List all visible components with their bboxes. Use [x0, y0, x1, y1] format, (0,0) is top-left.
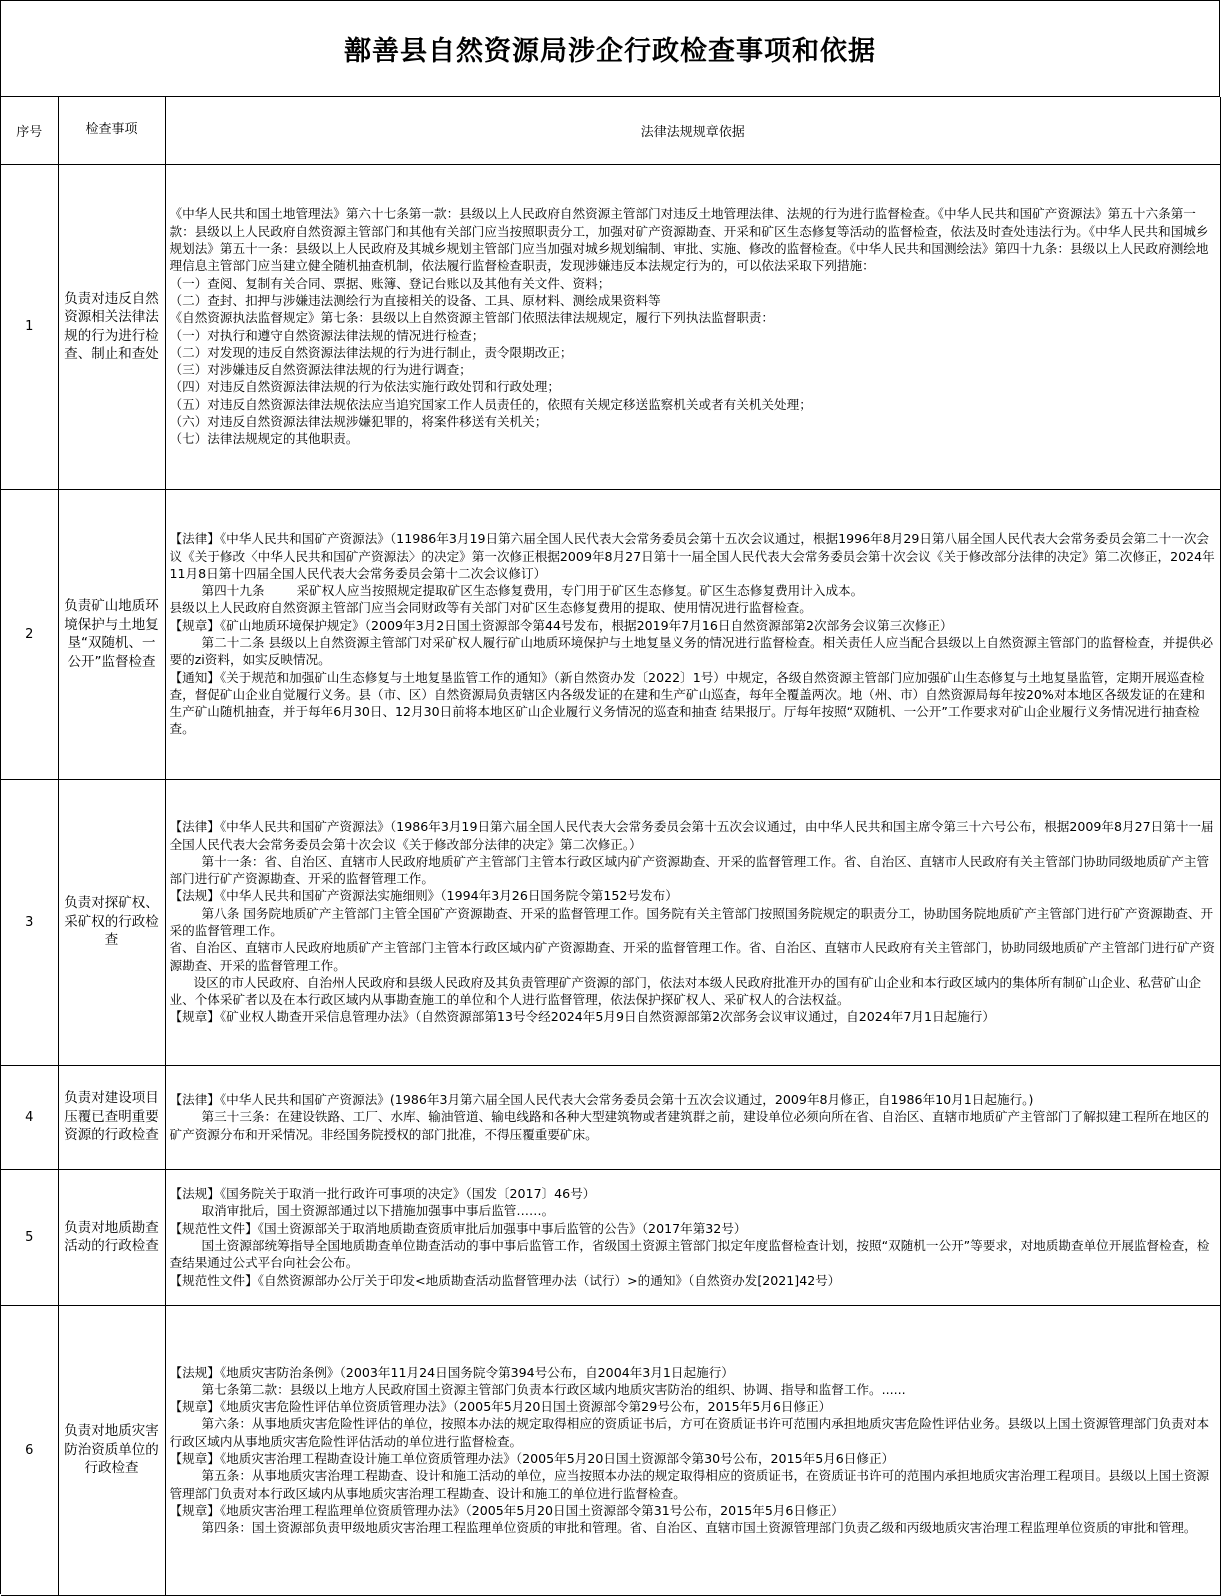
row-item: 负责对探矿权、采矿权的行政检查: [58, 779, 165, 1065]
row-basis-text: 《中华人民共和国土地管理法》第六十七条第一款：县级以上人民政府自然资源主管部门对违反土地管理法律、法规的行为进行监督检查。《中华人民共和国矿产资源法》第五十六条第一款：县级以上人民政府自然资源主管部门和其他有关部门应当按照职责分工，加强对矿产资源勘查、开采和矿区生态修复等活动的监督检查，依法及时查处违法行为。《中华人民共和国城乡规划法》第五十一条：县级以上人民政府及其城乡规划主管部门应当加强对城乡规划编制、审批、实施、修改的监督检查。《中华人民共和国测绘法》第四十九条：县级以上人民政府测绘地理信息主管部门应当建立健全随机抽查机制，依法履行监督检查职责，发现涉嫌违反本法规定行为的，可以依法采取下列措施： （一）查阅、复制有关合同、票据、账簿、登记台账以及其他有关文件、资料； （二）查封、扣押与涉嫌违法测绘行为直接相关的设备、工具、原材料、测绘成果资料等 《自然资源执法监督规定》第七条：县级以上自然资源主管部门依照法律法规规定，履行下列执法监督职责： （一）对执行和遵守自然资源法律法规的情况进行检查； （二）对发现的违反自然资源法律法规的行为进行制止，责令限期改正； （三）对涉嫌违反自然资源法律法规的行为进行调查； （四）对违反自然资源法律法规的行为依法实施行政处罚和行政处理； （五）对违反自然资源法律法规依法应当追究国家工作人员责任的，依照有关规定移送监察机关或者有关机关处理； （六）对违反自然资源法律法规涉嫌犯罪的，将案件移送有关机关； （七）法律法规规定的其他职责。: [169, 206, 1209, 447]
row-no: 3: [1, 779, 58, 1065]
row-item: 负责对违反自然资源相关法律法规的行为进行检查、制止和查处: [58, 164, 165, 489]
row-item: 负责矿山地质环境保护与土地复垦“双随机、一公开”监督检查: [58, 489, 165, 779]
row-item: 负责对建设项目压覆已查明重要资源的行政检查: [58, 1065, 165, 1169]
header-no: 序号: [1, 97, 58, 164]
table-row: [1, 1169, 1221, 1305]
row-basis: [165, 1065, 1221, 1169]
row-no: 6: [1, 1305, 58, 1595]
row-basis: [165, 1305, 1221, 1595]
row-basis-text: 【法律】《中华人民共和国矿产资源法》（1986年3月19日第六届全国人民代表大会常务委员会第十五次会议通过，由中华人民共和国主席令第三十六号公布，根据2009年8月27日第十一届全国人民代表大会常务委员会第十次会议《关于修改部分法律的决定》第二次修正。） 第十一条：省、自治区、直辖市人民政府地质矿产主管部门主管本行政区域内矿产资源勘查、开采的监督管理工作。省、自治区、直辖市人民政府有关主管部门协助同级地质矿产主管部门进行矿产资源勘查、开采的监督管理工作。 【法规】《中华人民共和国矿产资源法实施细则》（1994年3月26日国务院令第152号发布） 第八条 国务院地质矿产主管部门主管全国矿产资源勘查、开采的监督管理工作。国务院有关主管部门按照国务院规定的职责分工，协助国务院地质矿产主管部门进行矿产资源勘查、开采的监督管理工作。 省、自治区、直辖市人民政府地质矿产主管部门主管本行政区域内矿产资源勘查、开采的监督管理工作。省、自治区、直辖市人民政府有关主管部门，协助同级地质矿产主管部门进行矿产资源勘查、开采的监督管理工作。 设区的市人民政府、自治州人民政府和县级人民政府及其负责管理矿产资源的部门，依法对本级人民政府批准开办的国有矿山企业和本行政区域内的集体所有制矿山企业、私营矿山企业、个体采矿者以及在本行政区域内从事勘查施工的单位和个人进行监督管理，依法保护探矿权人、采矿权人的合法权益。 【规章】《矿业权人勘查开采信息管理办法》（自然资源部第13号令经2024年5月9日自然资源部第2次部务会议审议通过，自2024年7月1日起施行）: [169, 819, 1215, 1025]
page-title: 鄯善县自然资源局涉企行政检查事项和依据: [1, 1, 1220, 97]
row-item: 负责对地质灾害防治资质单位的行政检查: [58, 1305, 165, 1595]
row-basis: [165, 779, 1221, 1065]
table-row: [1, 779, 1221, 1065]
table-row: [1, 1305, 1221, 1595]
header-basis: 法律法规规章依据: [165, 97, 1221, 164]
table-row: [1, 1065, 1221, 1169]
row-basis: [165, 164, 1221, 489]
row-no: 1: [1, 164, 58, 489]
table-header-row: [1, 97, 1221, 164]
inspection-table: [1, 97, 1221, 1596]
table-row: [1, 489, 1221, 779]
row-no: 5: [1, 1169, 58, 1305]
row-no: 4: [1, 1065, 58, 1169]
row-basis-text: 【法律】《中华人民共和国矿产资源法》(1986年3月第六届全国人民代表大会常务委员会第十五次会议通过，2009年8月修正，自1986年10月1日起施行。) 第三十三条：在建设铁路、工厂、水库、输油管道、输电线路和各种大型建筑物或者建筑群之前，建设单位必须向所在省、自治区、直辖市地质矿产主管部门了解拟建工程所在地区的矿产资源分布和开采情况。非经国务院授权的部门批准，不得压覆重要矿床。: [169, 1092, 1210, 1142]
row-basis-text: 【法律】《中华人民共和国矿产资源法》（11986年3月19日第六届全国人民代表大会常务委员会第十五次会议通过，根据1996年8月29日第八届全国人民代表大会常务委员会第二十一次会议《关于修改〈中华人民共和国矿产资源法〉的决定》第一次修正根据2009年8月27日第十一届全国人民代表大会常务委员会第十次会议《关于修改部分法律的决定》第二次修正，2024年11月8日第十四届全国人民代表大会常务委员会第十二次会议修订） 第四十九条 采矿权人应当按照规定提取矿区生态修复费用，专门用于矿区生态修复。矿区生态修复费用计入成本。 县级以上人民政府自然资源主管部门应当会同财政等有关部门对矿区生态修复费用的提取、使用情况进行监督检查。 【规章】《矿山地质环境保护规定》（2009年3月2日国土资源部令第44号发布，根据2019年7月16日自然资源部第2次部务会议第三次修正） 第二十二条 县级以上自然资源主管部门对采矿权人履行矿山地质环境保护与土地复垦义务的情况进行监督检查。相关责任人应当配合县级以上自然资源主管部门的监督检查，并提供必要的zi资料，如实反映情况。 【通知】《关于规范和加强矿山生态修复与土地复垦监管工作的通知》（新自然资办发〔2022〕1号）中规定，各级自然资源主管部门应加强矿山生态修复与土地复垦监管，定期开展巡查检查，督促矿山企业自觉履行义务。县（市、区）自然资源局负责辖区内各级发证的在建和生产矿山巡查，每年全覆盖两次。地（州、市）自然资源局每年按20%对本地区各级发证的在建和生产矿山随机抽查，并于每年6月30日、12月30日前将本地区矿山企业履行义务情况的巡查和抽查 结果报厅。厅每年按照“双随机、一公开”工作要求对矿山企业履行义务情况进行抽查检查。: [169, 531, 1215, 737]
row-basis: [165, 1169, 1221, 1305]
header-item: 检查事项: [58, 97, 165, 164]
row-basis-text: 【法规】《国务院关于取消一批行政许可事项的决定》（国发〔2017〕46号） 取消审批后，国土资源部通过以下措施加强事中事后监管……。 【规范性文件】《国土资源部关于取消地质勘查资质审批后加强事中事后监管的公告》（2017年第32号） 国土资源部统筹指导全国地质勘查单位勘查活动的事中事后监管工作，省级国土资源主管部门拟定年度监督检查计划，按照“双随机一公开”等要求，对地质勘查单位开展监督检查，检查结果通过公式平台向社会公布。 【规范性文件】《自然资源部办公厅关于印发<地质勘查活动监督管理办法（试行）>的通知》（自然资办发[2021]42号）: [169, 1186, 1210, 1288]
row-basis-text: 【法规】《地质灾害防治条例》（2003年11月24日国务院令第394号公布，自2004年3月1日起施行） 第七条第二款：县级以上地方人民政府国土资源主管部门负责本行政区域内地质灾害防治的组织、协调、指导和监督工作。...... 【规章】《地质灾害危险性评估单位资质管理办法》（2005年5月20日国土资源部令第29号公布，2015年5月6日修正） 第六条：从事地质灾害危险性评估的单位，按照本办法的规定取得相应的资质证书后，方可在资质证书许可范围内承担地质灾害危险性评估业务。县级以上国土资源管理部门负责对本行政区域内从事地质灾害危险性评估活动的单位进行监督检查。 【规章】《地质灾害治理工程勘查设计施工单位资质管理办法》（2005年5月20日国土资源部令第30号公布，2015年5月6日修正） 第五条：从事地质灾害治理工程勘查、设计和施工活动的单位，应当按照本办法的规定取得相应的资质证书，在资质证书许可的范围内承担地质灾害治理工程项目。县级以上国土资源管理部门负责对本行政区域内从事地质灾害治理工程勘查、设计和施工的单位进行监督检查。 【规章】《地质灾害治理工程监理单位资质管理办法》（2005年5月20日国土资源部令第31号公布，2015年5月6日修正） 第四条：国土资源部负责甲级地质灾害治理工程监理单位资质的审批和管理。省、自治区、直辖市国土资源管理部门负责乙级和丙级地质灾害治理工程监理单位资质的审批和管理。: [169, 1364, 1210, 1536]
row-no: 2: [1, 489, 58, 779]
row-basis: [165, 489, 1221, 779]
row-item: 负责对地质勘查活动的行政检查: [58, 1169, 165, 1305]
table-row: [1, 164, 1221, 489]
